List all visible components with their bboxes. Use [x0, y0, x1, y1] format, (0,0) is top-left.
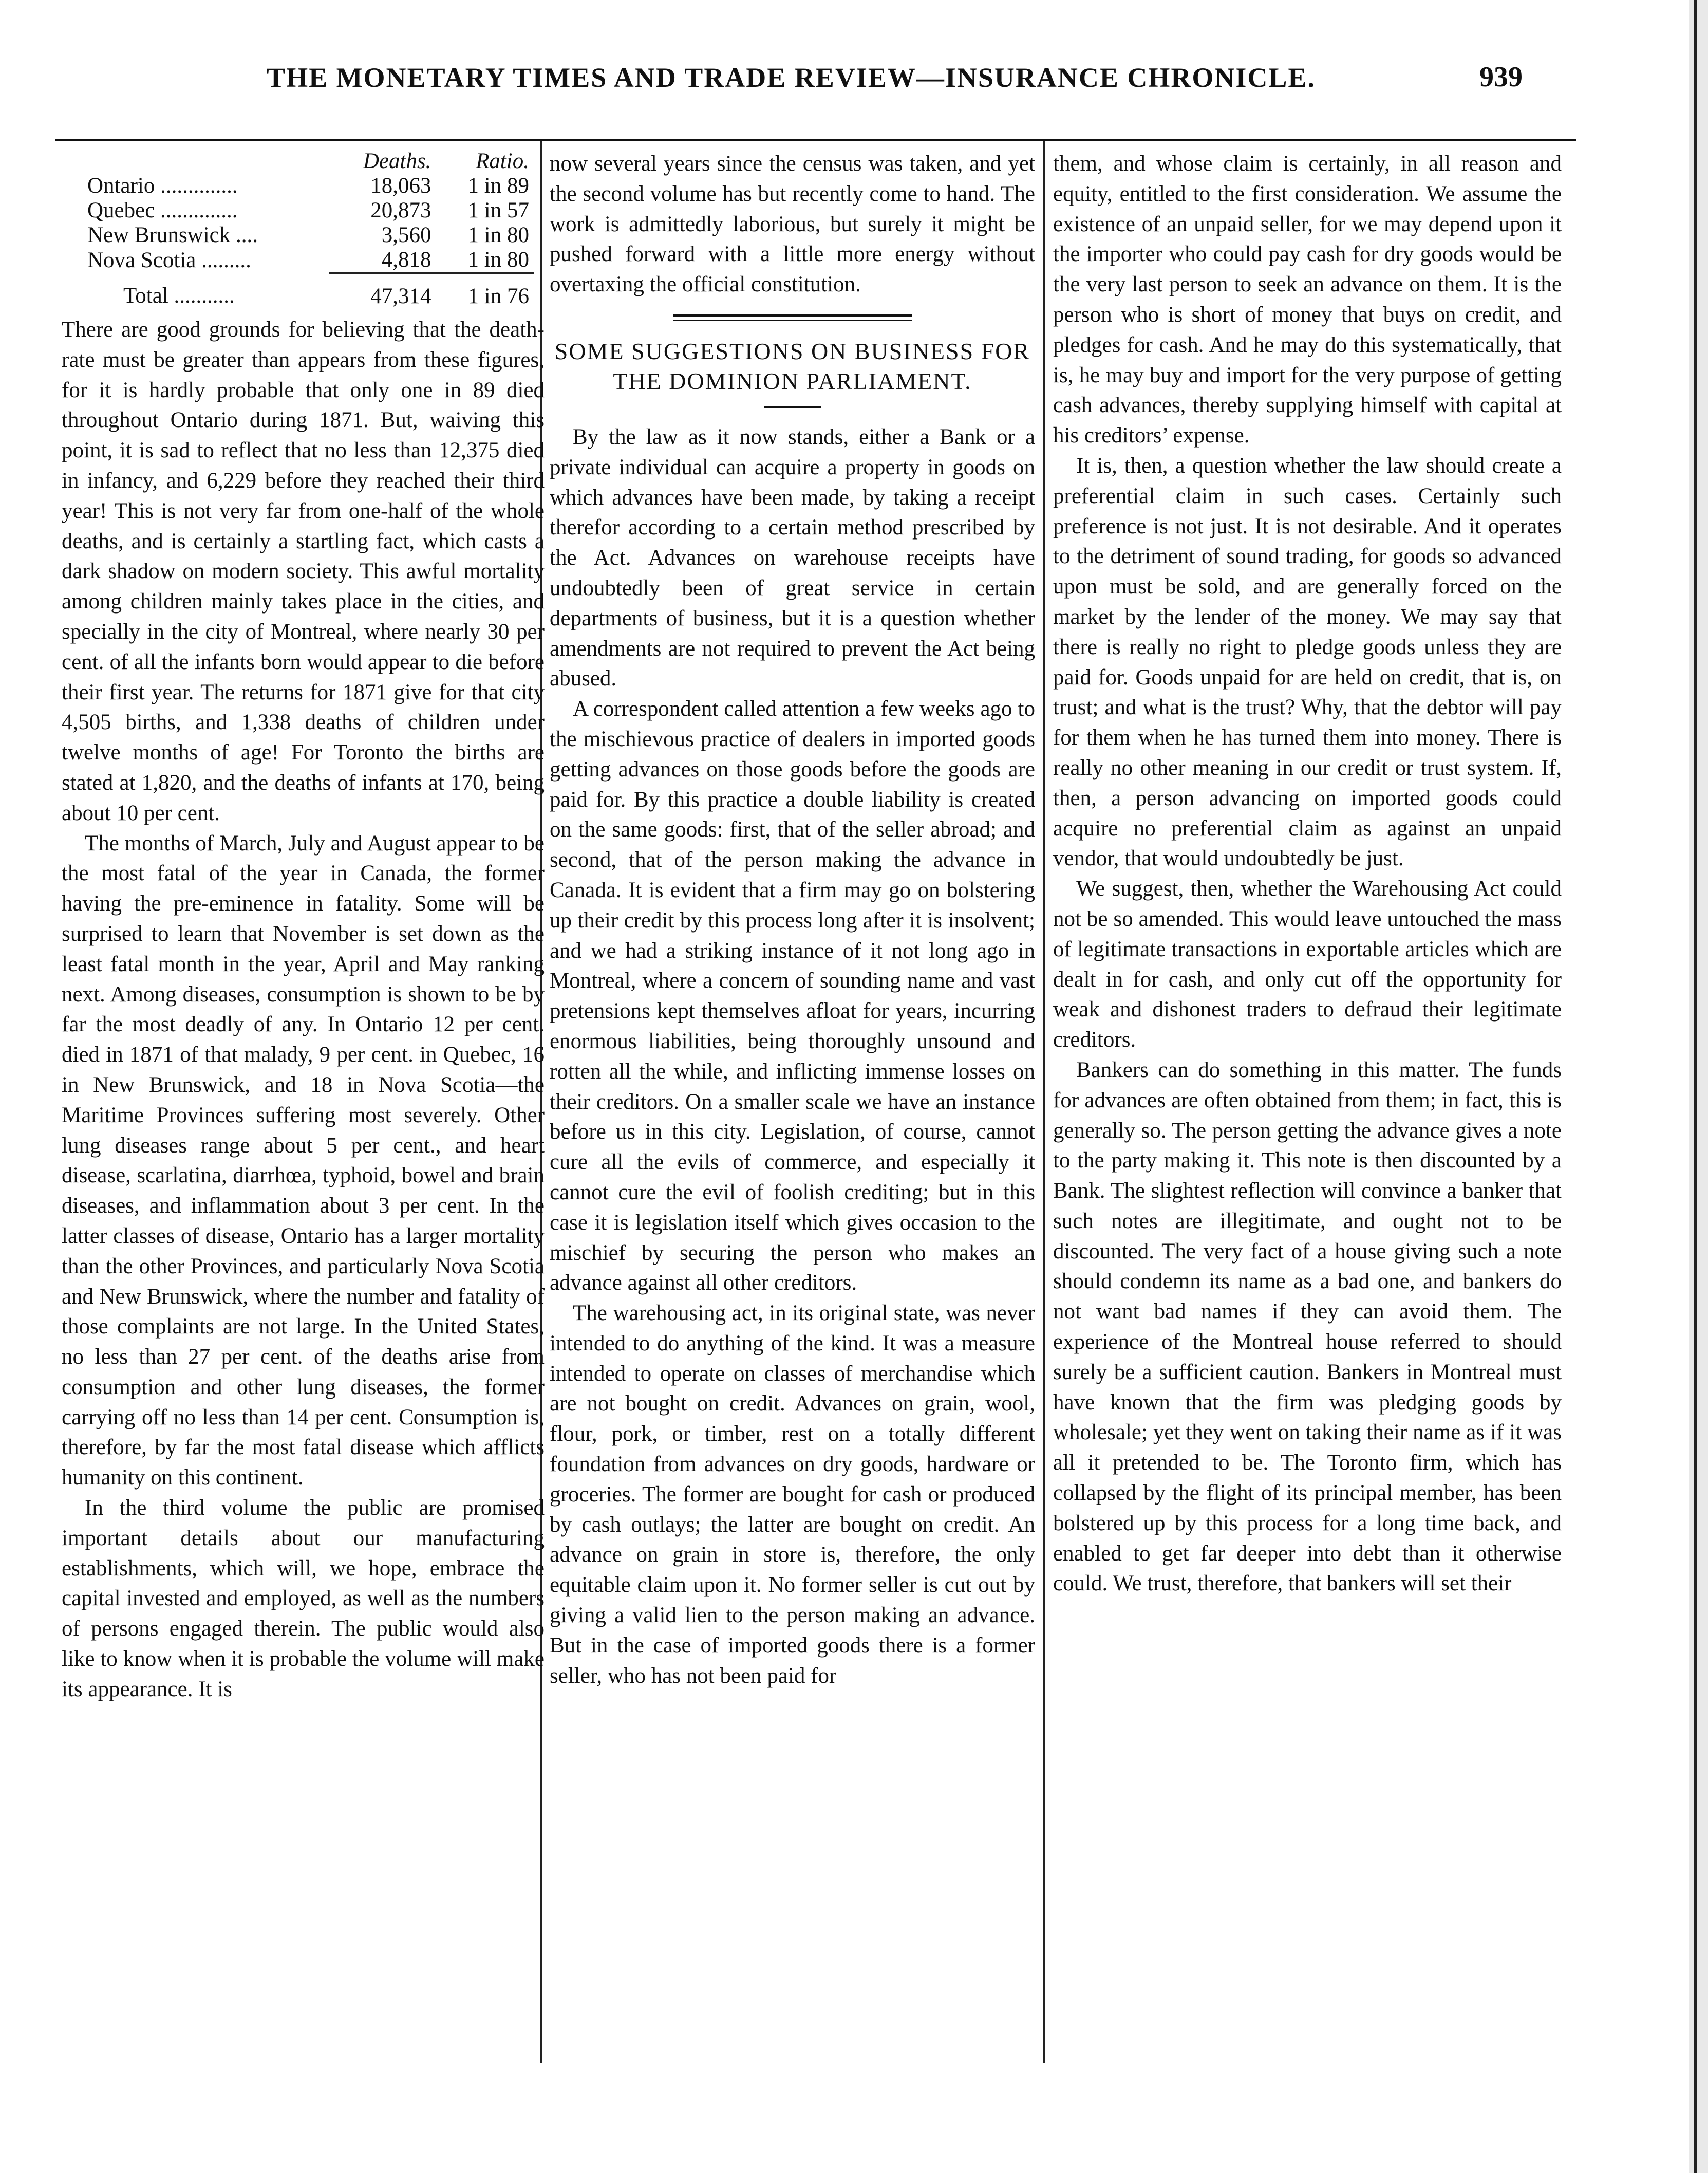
- province-name: Nova Scotia .........: [87, 248, 251, 272]
- province-name: Ontario ..............: [87, 174, 238, 198]
- paragraph: them, and whose claim is certainly, in all reason and equity, entitled to the first consideration. We assume the existence of an unpaid seller, for we may depend upon it the importer who could pay cash for dry goods would be the very last person to seek an advance on them. It is the person who is short of money that buys on credit, and pledges for cash. And he may do this systematically, that is, he may buy and import for the very purpose of getting cash advances, thereby supplying himself with capital at his creditors’ expense.: [1053, 152, 1562, 448]
- paragraph: Bankers can do something in this matter. The funds for advances are often obtained from them; in fact, this is generally so. The person getting the advance gives a note to the party making it. This note is then discounted by a Bank. The slightest reflection will convince a banker that such notes are illegitimate, and ought not to be discounted. The very fact of a house giving such a note should condemn its name as a bad one, and bankers do not want bad names if they can avoid them. The experience of the Montreal house referred to should surely be a sufficient caution. Bankers in Montreal must have known that the firm was pledging goods by wholesale; yet they went on taking their name as if it was all it pretended to be. The Toronto firm, which has collapsed by the flight of its principal member, has been bolstered up by this process for a long time back, and enabled to get far deeper into debt than it otherwise could. We trust, therefore, that bankers will set their: [1053, 1057, 1562, 1596]
- table-row: [82, 198, 534, 223]
- paragraph: We suggest, then, whether the Warehousing Act could not be so amended. This would leave untouched the mass of legitimate transactions in exportable articles which are dealt in for cash, and only cut off the opportunity for weak and dishonest traders to defraud their legitimate creditors.: [1053, 877, 1562, 1052]
- article-headline: SOME SUGGESTIONS ON BUSINESS FOR THE DOMINION PARLIAMENT.: [554, 338, 1030, 394]
- province-name: Quebec ..............: [87, 198, 238, 222]
- paragraph: The months of March, July and August appear to be the most fatal of the year in Canada, the former having the pre-eminence in fatality. Some will be surprised to learn that November is set down as the least fatal month in the year, April and May ranking next. Among diseases, consumption is shown to be by far the most deadly of any. In Ontario 12 per cent. died in 1871 of that malady, 9 per cent. in Quebec, 16 in New Brunswick, and 18 in Nova Scotia—the Maritime Provinces suffering most severely. Other lung diseases range about 5 per cent., and heart disease, scarlatina, diarrhœa, typhoid, bowel and brain diseases, and inflammation about 3 per cent. In the latter classes of disease, Ontario has a larger mortality than the other Provinces, and particularly Nova Scotia and New Brunswick, where the number and fatality of those complaints are not large. In the United States, no less than 27 per cent. of the deaths arise from consumption and other lung diseases, the former carrying off no less than 14 per cent. Consumption is, therefore, by far the most fatal disease which afflicts humanity on this continent.: [62, 831, 545, 1490]
- paragraph: In the third volume the public are promised important details about our manufacturing establishments, which will, we hope, embrace the capital invested and employed, as well as the numbers of persons engaged therein. The public would also like to know when it is probable the volume will make its appearance. It is: [62, 1496, 545, 1701]
- deaths-value: 3,560: [381, 223, 431, 247]
- province-name: New Brunswick ....: [87, 223, 258, 247]
- paragraph: There are good grounds for believing that the death-rate must be greater than appears from these figures, for it is hardly probable that only one in 89 died throughout Ontario during 1871. But, waiving this point, it is sad to reflect that no less than 12,375 died in infancy, and 6,229 before they reached their third year! This is not very far from one-half of the whole deaths, and is certainly a startling fact, which casts a dark shadow on modern society. This awful mortality among children mainly takes place in the cities, and specially in the city of Montreal, where nearly 30 per cent. of all the infants born would appear to die before their first year. The returns for 1871 give for that city 4,505 births, and 1,338 deaths of children under twelve months of age! For Toronto the births are stated at 1,820, and the deaths of infants at 170, being about 10 per cent.: [62, 318, 545, 825]
- ratio-value: 1 in 80: [467, 223, 529, 247]
- page-header-title: THE MONETARY TIMES AND TRADE REVIEW—INSURANCE CHRONICLE.: [267, 62, 1316, 93]
- column-header-deaths: Deaths.: [363, 149, 431, 173]
- deaths-value: 4,818: [381, 248, 431, 272]
- section-divider: [673, 314, 912, 321]
- total-deaths: 47,314: [329, 273, 436, 309]
- column-divider-2: [1043, 141, 1045, 2063]
- column-1: [62, 149, 545, 1705]
- table-header-row: [82, 149, 534, 174]
- total-label: Total ...........: [123, 284, 235, 308]
- column-2: [550, 149, 1035, 1691]
- table-total-row: [82, 273, 534, 309]
- paragraph: The warehousing act, in its original state, was never intended to do anything of the kind. It was a measure intended to operate on classes of merchandise which are not bought on credit. Advances on grain, wool, flour, pork, or timber, rest on a totally different foundation from advances on dry goods, hardware or groceries. The former are bought for cash or produced by cash outlays; the latter are bought on credit. An advance on grain in store is, therefore, the only equitable claim upon it. No former seller is cut out by giving a valid lien to the person making an advance. But in the case of imported goods there is a former seller, who has not been paid for: [550, 1301, 1035, 1688]
- page-edge: [1689, 0, 1708, 2173]
- ratio-value: 1 in 57: [467, 198, 529, 222]
- column-header-ratio: Ratio.: [476, 149, 529, 173]
- table-row: [82, 174, 534, 198]
- paragraph: By the law as it now stands, either a Bank or a private individual can acquire a property in goods on which advances have been made, by taking a receipt therefor according to a certain method prescribed by the Act. Advances on warehouse receipts have undoubtedly been of great service in certain departments of business, but it is a question whether amendments are not required to prevent the Act being abused.: [550, 424, 1035, 691]
- table-row: [82, 223, 534, 248]
- deaths-value: 20,873: [370, 198, 431, 222]
- headline-rule: [764, 406, 821, 408]
- paragraph: A correspondent called attention a few weeks ago to the mischievous practice of dealers in imported goods getting advances on those goods before the goods are paid for. By this practice a double liability is created on the same goods: first, that of the seller abroad; and second, that of the person making the advance in Canada. It is evident that a firm may go on bolstering up their credit by this process long after it is insolvent; and we had a striking instance of it not long ago in Montreal, where a concern of sounding name and vast pretensions kept themselves afloat for years, incurring enormous liabilities, being thoroughly unsound and rotten all the while, and inflicting immense losses on their creditors. On a smaller scale we have an instance before us in this city. Legislation, of course, cannot cure all the evils of commerce, and especially it cannot cure the evil of foolish crediting; but in this case it is legislation itself which gives occasion to the mischief by securing the person who makes an advance against all other creditors.: [550, 697, 1035, 1295]
- paragraph: now several years since the census was taken, and yet the second volume has but recently come to hand. The work is admittedly laborious, but surely it might be pushed forward with a little more energy without overtaxing the official constitution.: [550, 152, 1035, 297]
- ratio-value: 1 in 80: [467, 248, 529, 272]
- header-rule: [55, 139, 1576, 141]
- page-edge-line: [1694, 0, 1697, 2173]
- mortality-table: [82, 149, 534, 309]
- page-number: 939: [1479, 61, 1523, 93]
- column-3: [1053, 149, 1562, 1599]
- ratio-value: 1 in 89: [467, 174, 529, 198]
- deaths-value: 18,063: [370, 174, 431, 198]
- table-row: [82, 248, 534, 273]
- total-ratio: 1 in 76: [436, 273, 534, 309]
- paragraph: It is, then, a question whether the law should create a preferential claim in such cases. Certainly such preference is not just. It is not desirable. And it operates to the detriment of sound trading, for goods so advanced upon must be sold, and are generally forced on the market by the lender of the money. We may say that there is really no right to pledge goods unless they are paid for. Goods unpaid for are held on credit, that is, on trust; and what is the trust? Why, that the debtor will pay for them when he has turned them into money. There is really no other meaning in our credit or trust system. If, then, a person advancing on imported goods could acquire no preferential claim as against an unpaid vendor, that would undoubtedly be just.: [1053, 453, 1562, 871]
